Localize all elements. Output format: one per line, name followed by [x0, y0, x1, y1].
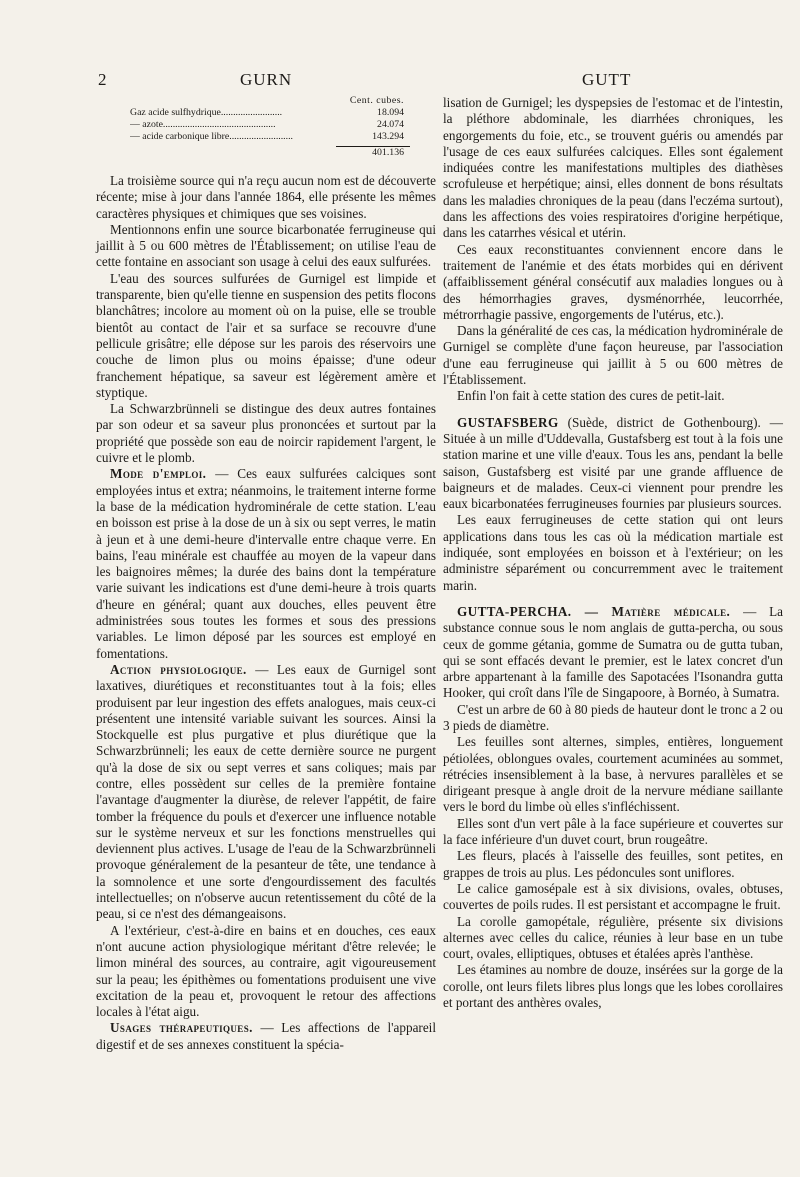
section-heading: Mode d'emploi.: [110, 466, 207, 482]
section-text: — Les eaux de Gurnigel sont laxatives, diurétiques et reconstituantes tout à la fois; elles produisent par leur ingestion des effets analogues, mais ceux-ci présentent une intensité variable suivant les sources. Ainsi la Stockquelle est plus purgative et plus diurétique que la Schwarzbrünneli; les eaux de cette dernière source ne purgent qu'à la dose de six ou sept verres et sans coliques; mais par contre, elles possèdent sur celles de la première fontaine l'avantage d'augmenter la diurèse, de relever l'appétit, de faire tomber la fréquence du pouls et d'exercer une influence notable sur le système nerveux et sur les fonctions menstruelles qui deviennent plus actives. L'usage de l'eau de la Schwarzbrünneli provoque généralement de la pesanteur de tête, une tendance à la somnolence et une sorte d'engourdissement des facultés intellectuelles; on n'observe aucun retentissement du côté de la peau, si ce n'est des démangeaisons.: [96, 661, 436, 922]
right-column: [443, 95, 783, 1011]
entry-gustafsberg: [443, 415, 783, 513]
paragraph: Enfin l'on fait à cette station des cures de petit-lait.: [457, 388, 725, 404]
paragraph: Les feuilles sont alternes, simples, entières, longuement pétiolées, oblongues ovales, courtement acuminées au sommet, rétrécies insensiblement à la base, à nervures parallèles et se dirigeant presque à angle droit de la nervure médiane saillante vers le bord du limbe où elles s'infléchissent.: [443, 734, 783, 815]
paragraph: La Schwarzbrünneli se distingue des deux autres fontaines par son odeur et sa saveur plus prononcées et surtout par la propriété que possède son eau de noircir rapidement l'argent, le cuivre et le plomb.: [96, 401, 436, 466]
gas-row: [130, 131, 420, 143]
section-usages: [96, 1020, 436, 1053]
paragraph: Ces eaux reconstituantes conviennent encore dans le traitement de l'anémie et des états morbides qui en dérivent (affaiblissement général consécutif aux maladies longues ou à des hémorrhagies graves, dysménorrhée, leucorrhée, métrorrhagie passive, engorgements de l'utérus, etc.).: [443, 241, 783, 322]
running-head-left: GURN: [240, 70, 293, 89]
gas-label: Gaz acide sulfhydrique.........................: [130, 107, 283, 118]
section-text: — Les affections de l'appareil digestif et de ses annexes constituent la spécia-: [96, 1020, 437, 1052]
section-action-physiologique: [96, 662, 436, 923]
gas-value: 143.294: [372, 131, 404, 142]
entry-heading: GUSTAFSBERG: [457, 414, 559, 430]
paragraph: La corolle gamopétale, régulière, présente six divisions alternes avec celles du calice, réunies à leur base en un tube court, ovales, elliptiques, obtuses et étalées après l'anthèse.: [443, 913, 783, 962]
section-heading: Usages thérapeutiques.: [110, 1020, 253, 1036]
gas-label: — azote..............................................: [130, 119, 276, 130]
left-column: [96, 95, 436, 1053]
gas-total: 401.136: [336, 146, 410, 159]
gas-table: [130, 95, 420, 159]
gas-value: 24.074: [377, 119, 404, 130]
paragraph: Les fleurs, placés à l'aisselle des feuilles, sont petites, en grappes de trois au plus. Les pédoncules sont uniflores.: [443, 848, 783, 880]
page-number: 2: [98, 70, 108, 89]
paragraph: Le calice gamosépale est à six divisions, ovales, obtuses, couvertes de poils rudes. Il est persistant et accompagne le fruit.: [443, 880, 783, 913]
paragraph: Elles sont d'un vert pâle à la face supérieure et couvertes sur la face inférieure d'un duvet court, brun rougeâtre.: [443, 815, 783, 848]
gas-table-unit: Cent. cubes.: [349, 95, 404, 106]
gas-row: [130, 119, 420, 131]
gas-value: 18.094: [377, 107, 404, 118]
paragraph: C'est un arbre de 60 à 80 pieds de hauteur dont le tronc a 2 ou 3 pieds de diamètre.: [443, 701, 783, 733]
paragraph: A l'extérieur, c'est-à-dire en bains et en douches, ces eaux n'ont aucune action physiologique méritant d'être relevée; le limon minéral des sources, au contraire, agit vigoureusement sur la peau; les épithèmes ou fomentations produisent une vive excitation de la peau et, provoquent le retour des affections locales à l'état aigu.: [96, 922, 436, 1020]
section-heading: Action physiologique.: [110, 661, 247, 677]
entry-gutta-percha: [443, 604, 783, 702]
entry-heading: GUTTA-PERCHA. — Matière médicale.: [457, 603, 731, 619]
section-mode-emploi: [96, 466, 436, 662]
entry-text: (Suède, district de Gothenbourg). — Située à un mille d'Uddevalla, Gustafsberg est tout à la fois une station marine et une ville d'eaux. Tous les ans, pendant la belle saison, Gustafsberg est visité par une grande affluence de baigneurs et de malades. Ceux-ci viennent pour prendre les eaux bicarbonatées ferrugineuses fournies par plusieurs sources.: [443, 414, 783, 512]
paragraph: Mentionnons enfin une source bicarbonatée ferrugineuse qui jaillit à 5 ou 600 mètres de l'Établissement; on utilise l'eau de cette fontaine en associant son usage à celui des eaux sulfurées.: [96, 221, 436, 270]
gas-row: [130, 107, 420, 119]
paragraph: La troisième source qui n'a reçu aucun nom est de découverte récente; mise à jour dans l'année 1864, elle présente les mêmes caractères physiques et chimiques que ses voisines.: [96, 173, 436, 221]
section-text: — Ces eaux sulfurées calciques sont employées intus et extra; néanmoins, le traitement interne forme la base de la médication hydrominérale de cette station. L'eau en boisson est prise à la dose de un à six ou sept verres, le matin à jeun et à une demi-heure d'intervalle entre chaque verre. En bains, l'eau minérale est chauffée au moyen de la vapeur dans les baignoires mêmes; la durée des bains dont la température varie suivant les indications est d'une demi-heure à trois quarts d'heure en général; quant aux douches, elles peuvent être administrées sous toutes les formes et sous des pressions variables. Le limon déposé par les sources est employé en fomentations.: [96, 466, 437, 661]
entry-text: — La substance connue sous le nom anglais de gutta-percha, ou sous ceux de gomme gétania, gomme de Sumatra ou de gutta tuban, qui se sont effacés devant le premier, est le latex concret d'un arbre appartenant à la famille des Sapotacées l'Isonandra gutta Hooker, qui croît dans l'île de Singapoore, à Bornéo, à Sumatra.: [443, 603, 783, 701]
paragraph: lisation de Gurnigel; les dyspepsies de l'estomac et de l'intestin, la pléthore abdominale, les diarrhées chroniques, les engorgements du foie, etc., se trouvent guéris ou amendés par l'usage de ces eaux sulfurées calciques. Elles sont également indiquées contre les manifestations multiples des diathèses scrofuleuse et herpétique; ainsi, elles donnent de bons résultats dans les maladies chroniques de la peau (dans l'eczéma surtout), dans les affections des voies respiratoires d'origine herpétique, dans les catarrhes vésical et utérin.: [443, 95, 783, 241]
gas-label: — acide carbonique libre..........................: [130, 131, 293, 142]
paragraph: Dans la généralité de ces cas, la médication hydrominérale de Gurnigel se complète d'une façon heureuse, par l'association d'une eau ferrugineuse qui jaillit à 5 ou 600 mètres de l'Établissement.: [443, 323, 783, 388]
running-head-right: GUTT: [582, 70, 632, 89]
paragraph: Les étamines au nombre de douze, insérées sur la gorge de la corolle, ont leurs filets libres plus longs que les lobes corollaires et portant des anthères ovales,: [443, 962, 783, 1011]
paragraph: Les eaux ferrugineuses de cette station qui ont leurs applications dans tous les cas où la médication martiale est indiquée, sont employées en boisson et à l'extérieur; on les administre séparément ou concurremment avec le traitement marin.: [443, 512, 783, 593]
paragraph: L'eau des sources sulfurées de Gurnigel est limpide et transparente, bien qu'elle tienne en suspension des petits flocons blanchâtres; incolore au moment où on la puise, elle se trouble bientôt au contact de l'air et sa surface se recouvre d'une pellicule grisâtre; elle dépose sur les parois des réservoirs une couche de limon plus ou moins épaisse; d'une odeur franchement hépatique, sa saveur est légèrement amère et styptique.: [96, 270, 436, 400]
